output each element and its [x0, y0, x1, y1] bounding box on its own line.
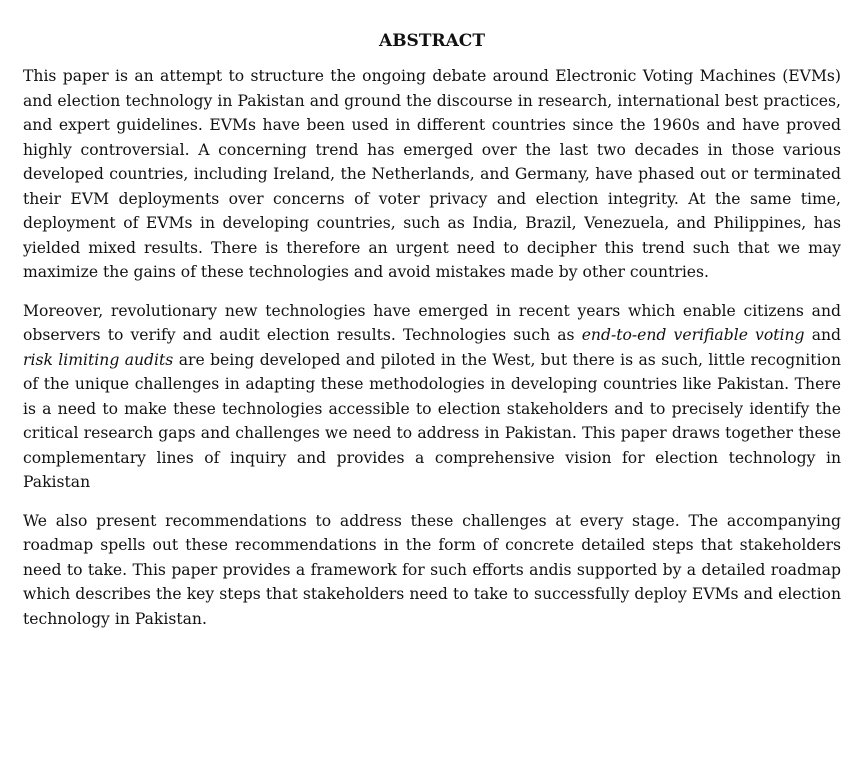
paragraph-2-text-c: are being developed and piloted in the West, but there is as such, little recognition of the unique challenges in adapting these methodologies in developing countries like Pakistan. There is a need to make these technologies accessible to election stakeholders and to precisely identify the critical research gaps and challenges we need to address in Pakistan. This paper draws together these complementary lines of inquiry and provides a comprehensive vision for election technology in Pakistan	[23, 350, 841, 491]
abstract-paragraph-2	[23, 299, 841, 495]
abstract-heading: ABSTRACT	[379, 31, 485, 51]
paragraph-2-italic-rla: risk limiting audits	[23, 350, 174, 369]
paragraph-2-italic-e2e: end-to-end verifiable voting	[581, 326, 805, 344]
paragraph-2-text-b: and	[804, 326, 842, 344]
abstract-paragraph-3: We also present recommendations to address these challenges at every stage. The accompanying roadmap spells out these recommendations in the form of concrete detailed steps that stakeholders need to take. This paper provides a framework for such efforts andis supported by a detailed roadmap which describes the key steps that stakeholders need to take to successfully deploy EVMs and election technology in Pakistan.	[23, 511, 841, 628]
paragraph-2-text-a: Moreover, revolutionary new technologies have emerged in recent years which enable citizens and observers to verify and audit election results. Technologies such as	[23, 301, 841, 344]
abstract-paragraph-1: This paper is an attempt to structure the ongoing debate around Electronic Voting Machines (EVMs) and election technology in Pakistan and ground the discourse in research, international best practices, and expert guidelines. EVMs have been used in different countries since the 1960s and have proved highly controversial. A concerning trend has emerged over the last two decades in those various developed countries, including Ireland, the Netherlands, and Germany, have phased out or terminated their EVM deployments over concerns of voter privacy and election integrity. At the same time, deployment of EVMs in developing countries, such as India, Brazil, Venezuela, and Philippines, has yielded mixed results. There is therefore an urgent need to decipher this trend such that we may maximize the gains of these technologies and avoid mistakes made by other countries.	[23, 67, 841, 281]
